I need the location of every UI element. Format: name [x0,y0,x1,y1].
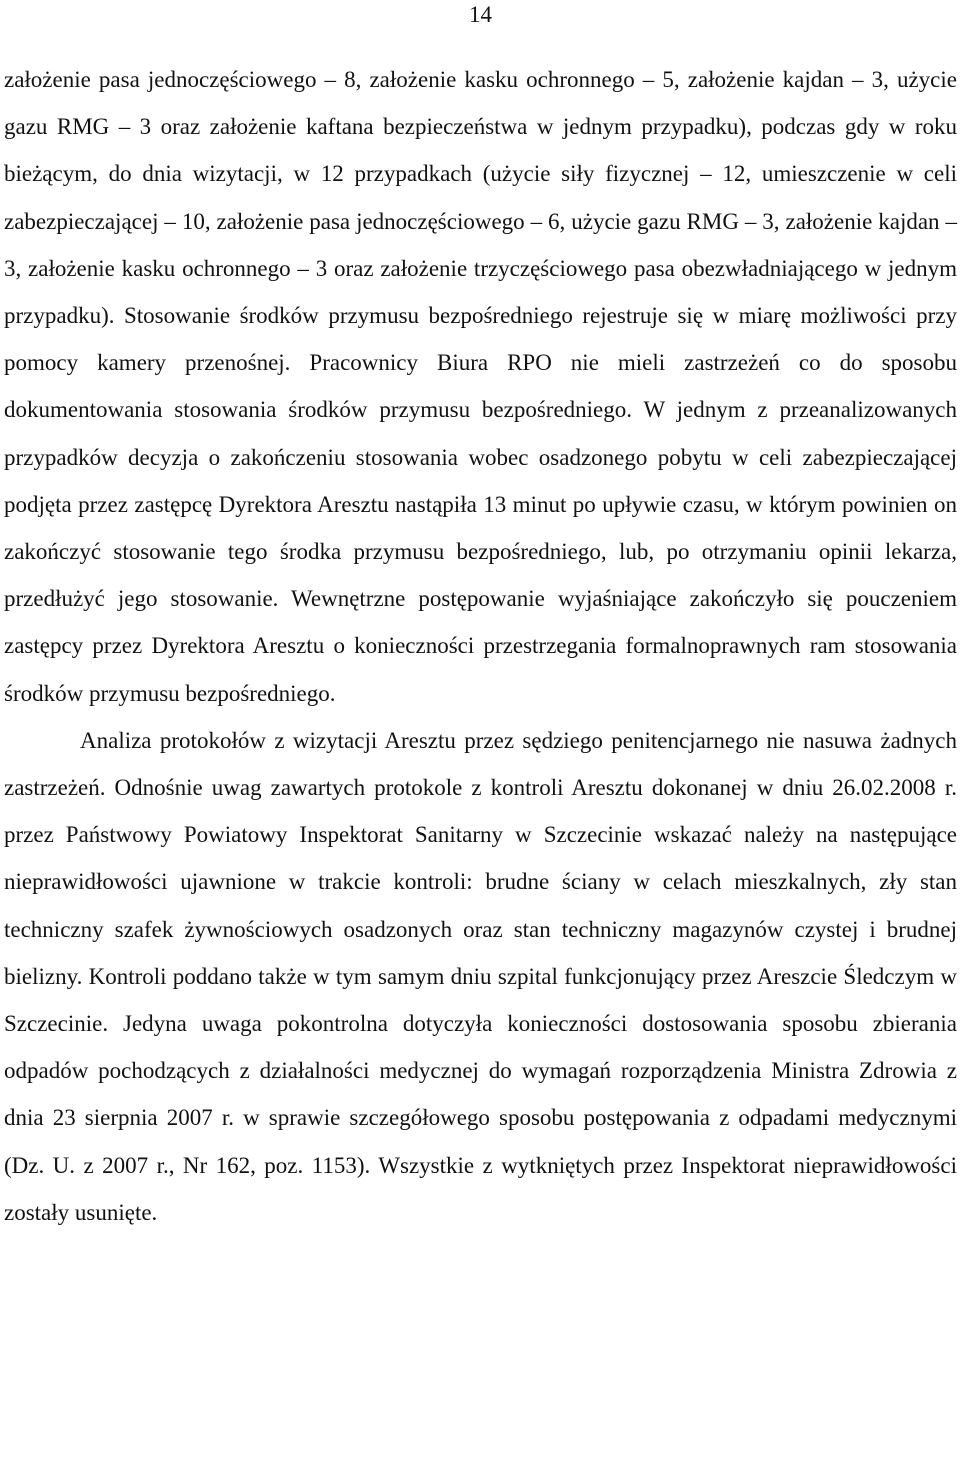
paragraph-inspection-analysis: Analiza protokołów z wizytacji Aresztu przez sędziego penitencjarnego nie nasuwa żadnych zastrzeżeń. Odnośnie uwag zawartych protokole z kontroli Aresztu dokonanej w dniu 26.02.2008 r. przez Państwowy Powiatowy Inspektorat Sanitarny w Szczecinie wskazać należy na następujące nieprawidłowości ujawnione w trakcie kontroli: brudne ściany w celach mieszkalnych, zły stan techniczny szafek żywnościowych osadzonych oraz stan techniczny magazynów czystej i brudnej bielizny. Kontroli poddano także w tym samym dniu szpital funkcjonujący przez Areszcie Śledczym w Szczecinie. Jedyna uwaga pokontrolna dotyczyła konieczności dostosowania sposobu zbierania odpadów pochodzących z działalności medycznej do wymagań rozporządzenia Ministra Zdrowia z dnia 23 sierpnia 2007 r. w sprawie szczegółowego sposobu postępowania z odpadami medycznymi (Dz. U. z 2007 r., Nr 162, poz. 1153). Wszystkie z wytkniętych przez Inspektorat nieprawidłowości zostały usunięte. [4,727,957,1225]
paragraph-continuation: założenie pasa jednoczęściowego – 8, założenie kasku ochronnego – 5, założenie kajdan – 3, użycie gazu RMG – 3 oraz założenie kaftana bezpieczeństwa w jednym przypadku), podczas gdy w roku bieżącym, do dnia wizytacji, w 12 przypadkach (użycie siły fizycznej – 12, umieszczenie w celi zabezpieczającej – 10, założenie pasa jednoczęściowego – 6, użycie gazu RMG – 3, założenie kajdan – 3, założenie kasku ochronnego – 3 oraz założenie trzyczęściowego pasa obezwładniającego w jednym przypadku). Stosowanie środków przymusu bezpośredniego rejestruje się w miarę możliwości przy pomocy kamery przenośnej. Pracownicy Biura RPO nie mieli zastrzeżeń co do sposobu dokumentowania stosowania środków przymusu bezpośredniego. W jednym z przeanalizowanych przypadków decyzja o zakończeniu stosowania wobec osadzonego pobytu w celi zabezpieczającej podjęta przez zastępcę Dyrektora Aresztu nastąpiła 13 minut po upływie czasu, w którym powinien on zakończyć stosowanie tego środka przymusu bezpośredniego, lub, po otrzymaniu opinii lekarza, przedłużyć jego stosowanie. Wewnętrzne postępowanie wyjaśniające zakończyło się pouczeniem zastępcy przez Dyrektora Aresztu o konieczności przestrzegania formalnoprawnych ram stosowania środków przymusu bezpośredniego. [4,67,957,706]
page-number: 14 [469,2,492,27]
page-body [4,56,957,1236]
